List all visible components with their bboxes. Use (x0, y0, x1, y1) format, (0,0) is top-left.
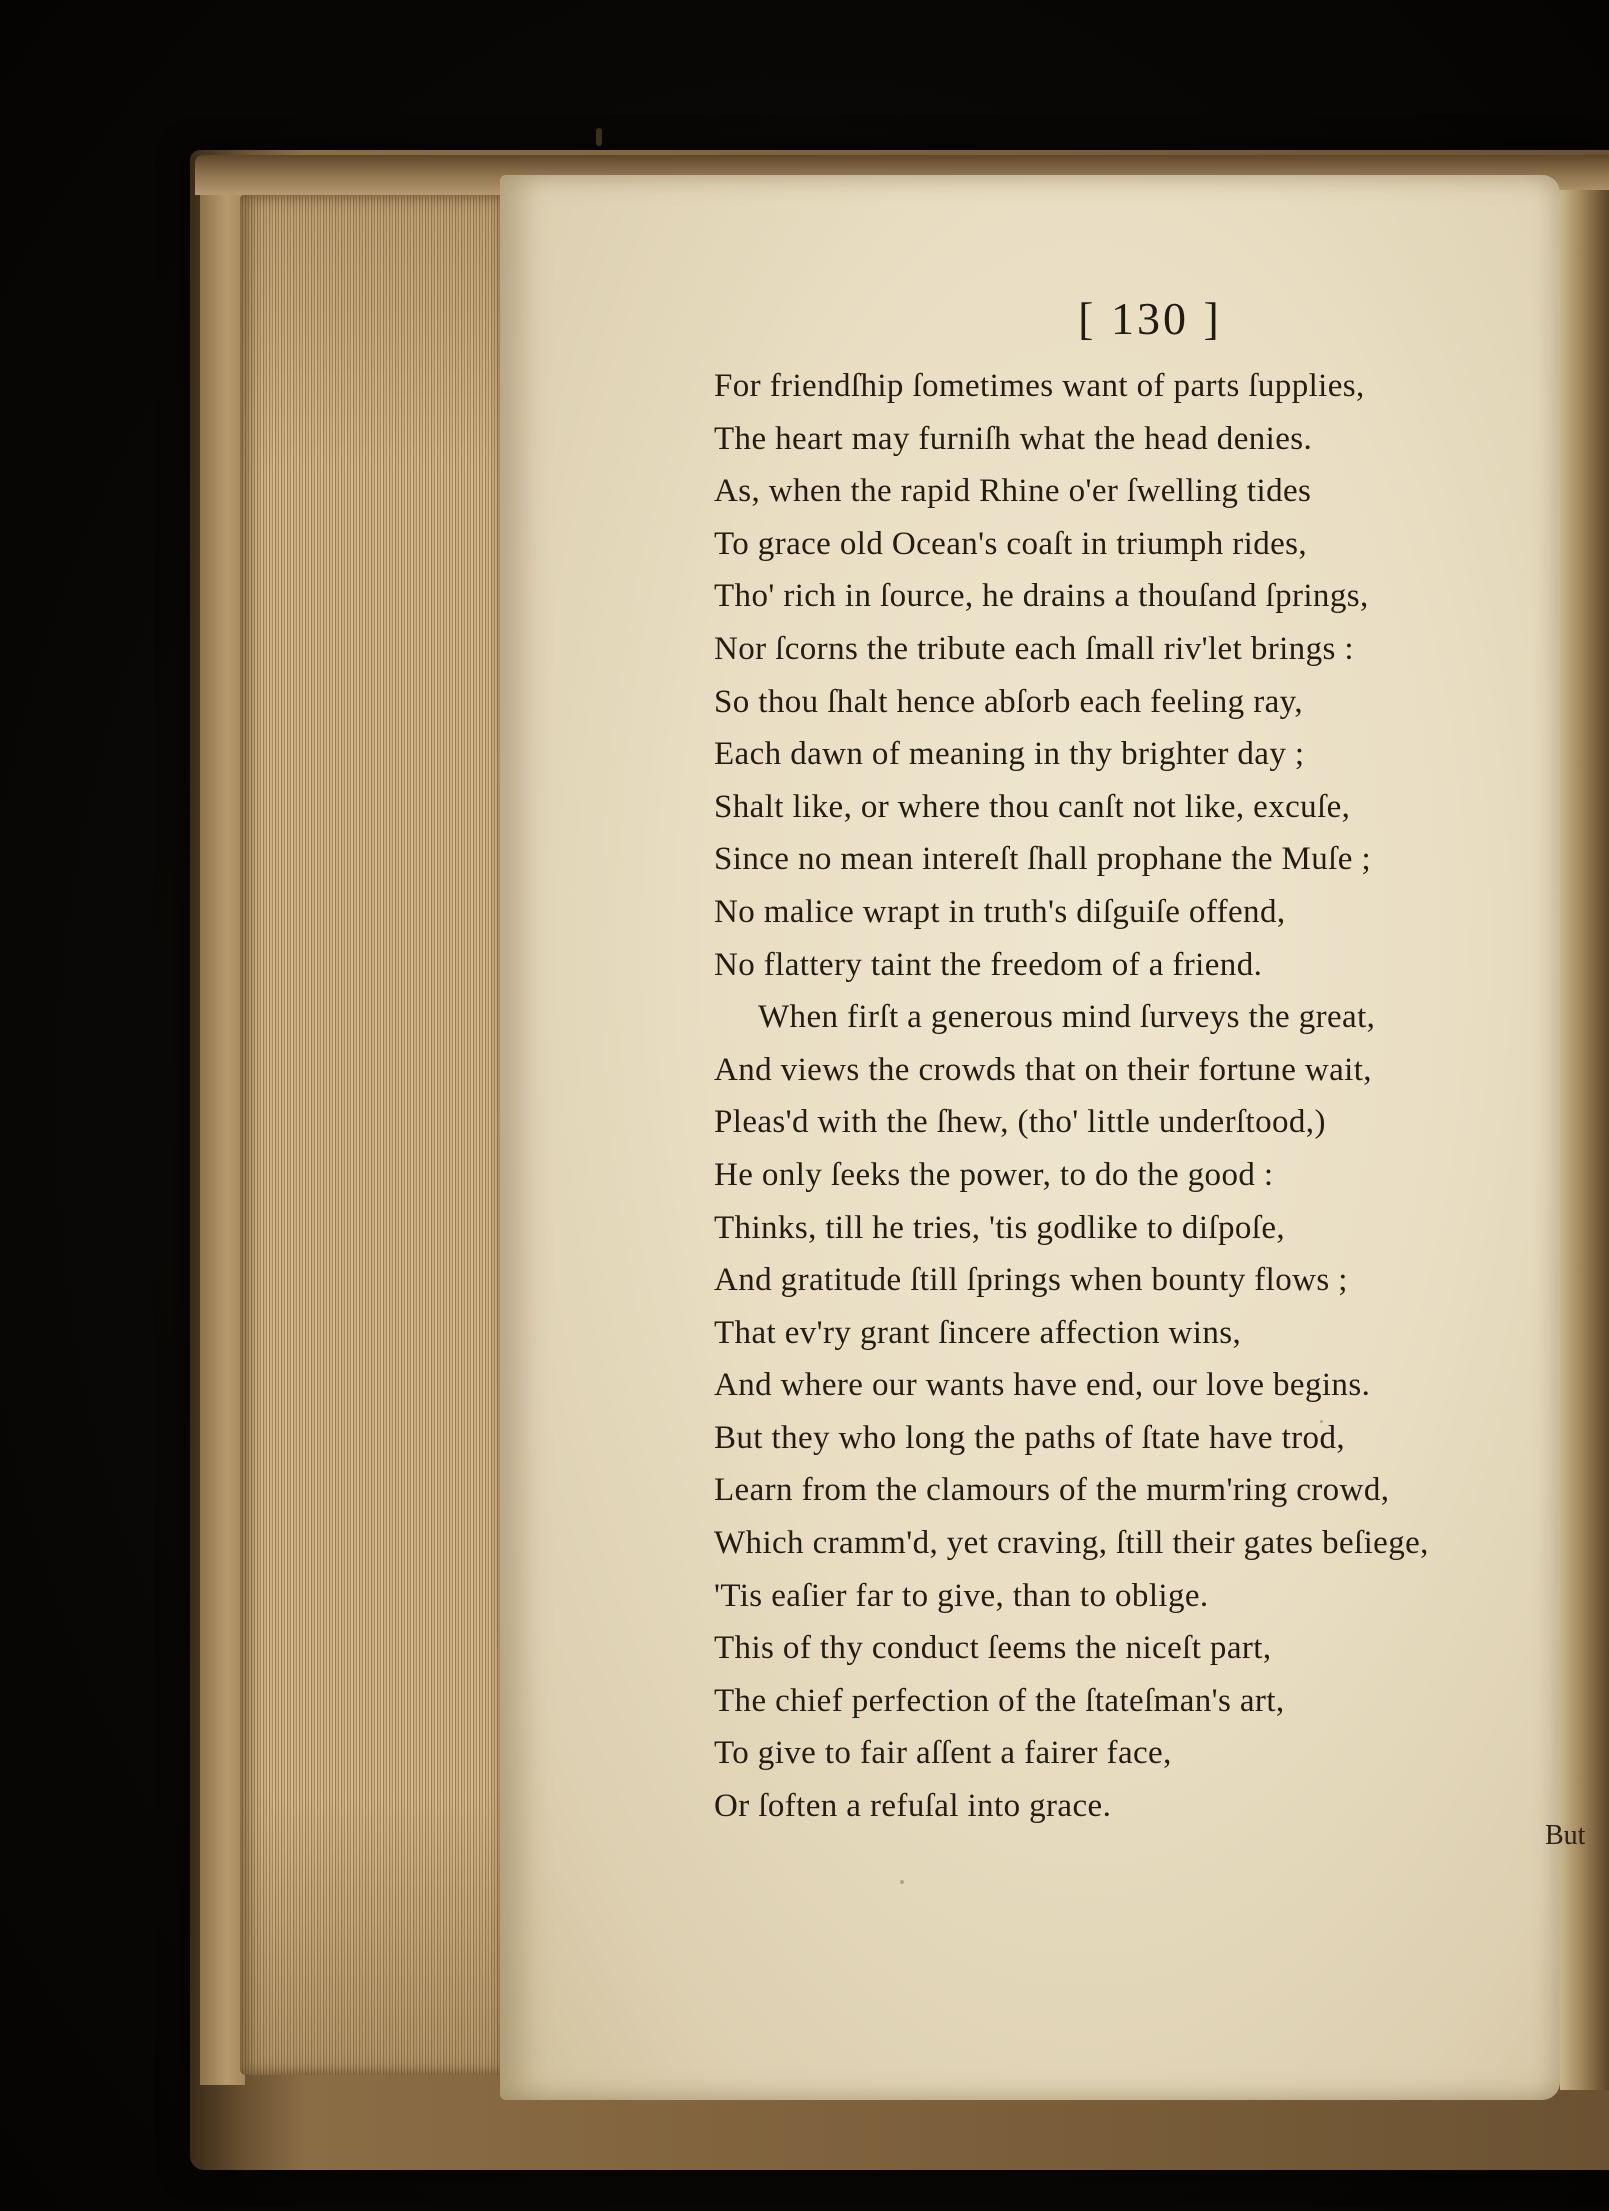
poem-line: That ev'ry grant ſincere affection wins, (714, 1314, 1242, 1351)
next-page-edge (1560, 190, 1609, 2090)
poem-line: No flattery taint the freedom of a friend. (714, 946, 1263, 983)
paper-speck (596, 128, 602, 146)
poem-line: Learn from the clamours of the murm'ring crowd, (714, 1472, 1390, 1509)
poem-line: Nor ſcorns the tribute each ſmall riv'let brings : (714, 630, 1354, 667)
poem-line: Each dawn of meaning in thy brighter day ; (714, 736, 1305, 773)
poem-line: 'Tis eaſier far to give, than to oblige. (714, 1577, 1209, 1614)
poem-line: Since no mean intereſt ſhall prophane the Muſe ; (714, 841, 1372, 878)
poem-line: To grace old Ocean's coaſt in triumph rides, (714, 525, 1308, 562)
poem-line: And gratitude ſtill ſprings when bounty flows ; (714, 1262, 1348, 1299)
poem-line: The chief perfection of the ſtateſman's art, (714, 1682, 1285, 1719)
poem-line: To give to fair aſſent a fairer face, (714, 1735, 1172, 1772)
poem-line: Thinks, till he tries, 'tis godlike to diſpoſe, (714, 1209, 1286, 1246)
paper-speck (900, 1880, 904, 1884)
poem-line: Which cramm'd, yet craving, ſtill their gates beſiege, (714, 1525, 1429, 1562)
poem-line: But they who long the paths of ſtate have trod, (714, 1419, 1346, 1456)
poem-line: And where our wants have end, our love begins. (714, 1367, 1371, 1404)
poem-text (714, 360, 1554, 1833)
poem-line: Pleas'd with the ſhew, (tho' little underſtood,) (714, 1104, 1326, 1141)
poem-line: Or ſoften a refuſal into grace. (714, 1788, 1112, 1825)
poem-line: For friendſhip ſometimes want of parts ſupplies, (714, 368, 1365, 404)
poem-line: So thou ſhalt hence abſorb each feeling ray, (714, 683, 1304, 720)
poem-line: No malice wrapt in truth's diſguiſe offend, (714, 893, 1286, 930)
poem-line: The heart may furniſh what the head denies. (714, 420, 1313, 457)
binding-strip (200, 195, 245, 2085)
page-leaves-shading (240, 195, 505, 2075)
poem-line: And views the crowds that on their fortune wait, (714, 1051, 1372, 1088)
poem-line: Tho' rich in ſource, he drains a thouſand ſprings, (714, 578, 1369, 615)
poem-line: As, when the rapid Rhine o'er ſwelling tides (714, 473, 1312, 510)
page-number: [ 130 ] (1078, 293, 1222, 344)
catchword: But (1545, 1820, 1585, 1851)
poem-line: He only ſeeks the power, to do the good : (714, 1156, 1274, 1193)
poem-line: Shalt like, or where thou canſt not like, excuſe, (714, 788, 1351, 825)
poem-line: This of thy conduct ſeems the niceſt part, (714, 1630, 1272, 1667)
poem-line: When firſt a generous mind ſurveys the great, (758, 999, 1376, 1036)
